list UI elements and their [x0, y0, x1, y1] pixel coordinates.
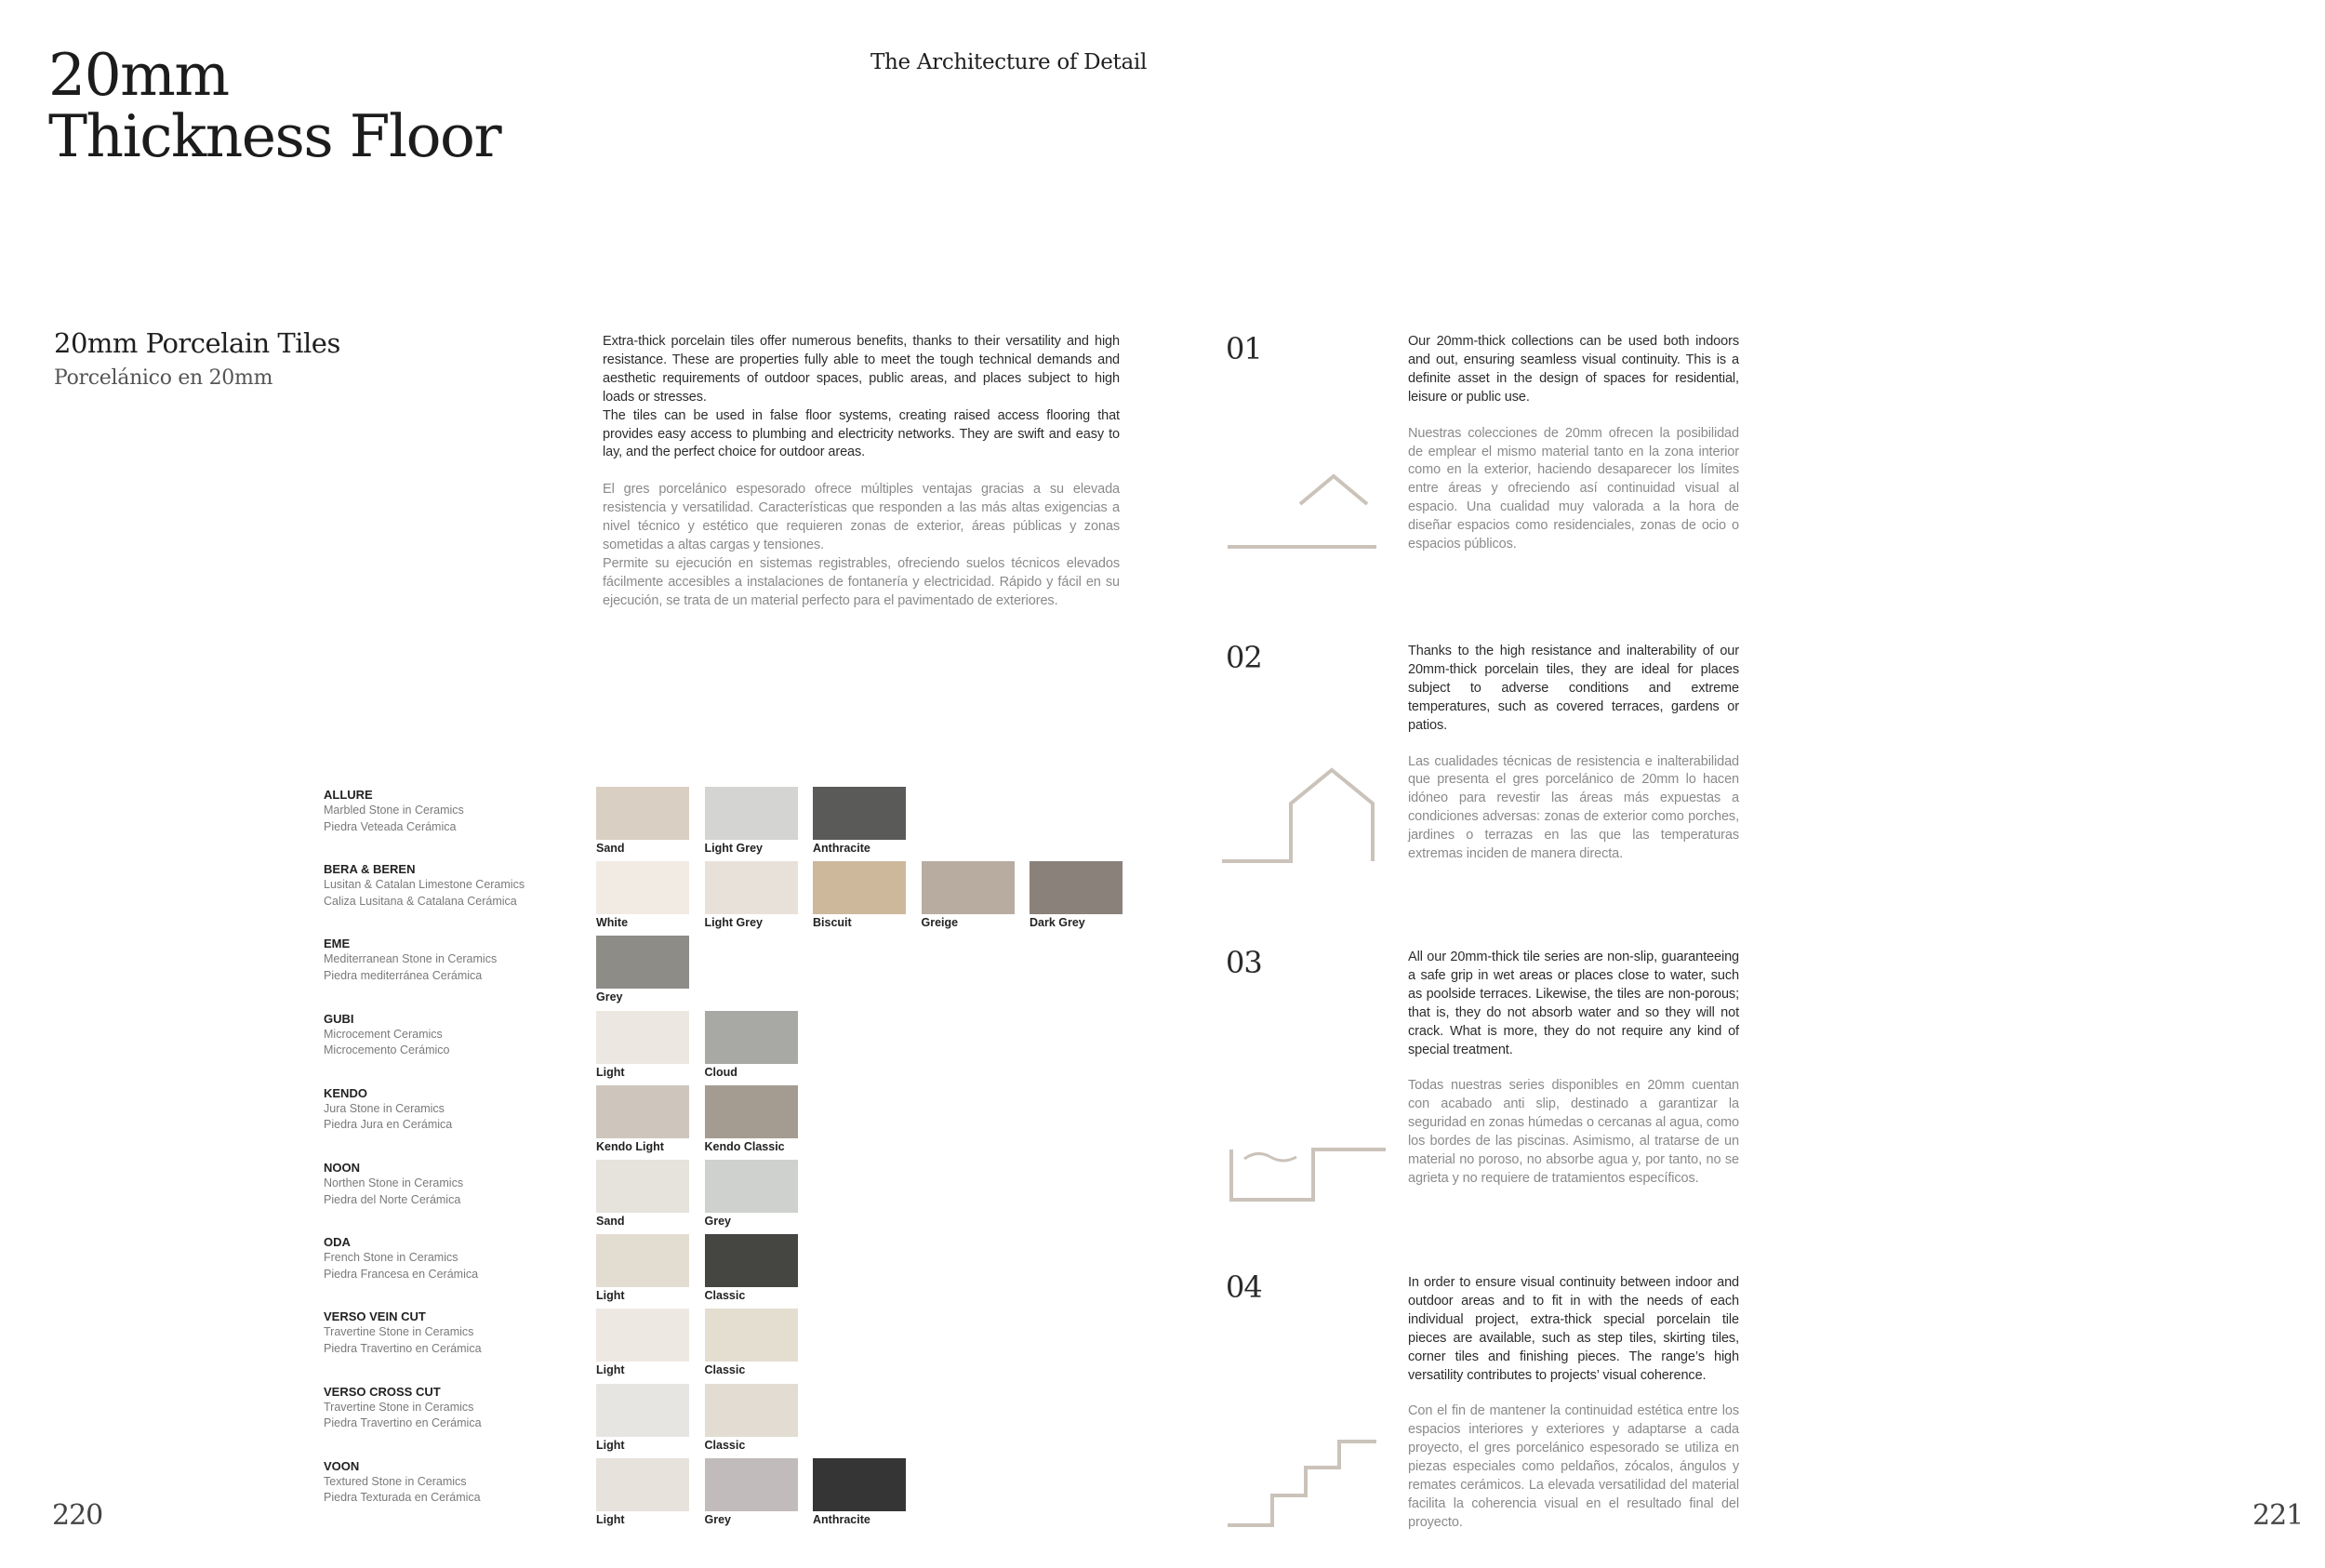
collection-desc-en: Microcement Ceramics	[324, 1027, 443, 1041]
tile-swatch	[705, 1085, 798, 1138]
collection-name: ALLURE	[324, 788, 373, 802]
swatch-label: Light Grey	[704, 842, 764, 855]
swatch-label: Sand	[596, 1215, 625, 1228]
main-title-line2: Thickness Floor	[48, 102, 501, 170]
tile-swatch	[705, 1011, 798, 1064]
swatch-label: Light	[596, 1363, 625, 1377]
tile-swatch	[596, 1085, 689, 1138]
swatch-label: Grey	[596, 990, 623, 1004]
swatch-label: Kendo Light	[596, 1139, 664, 1153]
tile-swatch	[705, 1458, 798, 1511]
intro-en-p2: The tiles can be used in false floor systems, creating raised access flooring that provides easy access to plumbing and electricity networks. They are swift and easy to lay, and the perfect choice for outdoor areas.	[603, 407, 1120, 460]
feature-text-es: Las cualidades técnicas de resistencia e inalterabilidad que presenta el gres porcelánico de 20mm lo hacen idóneo para revestir las áreas más expuestas a condiciones adversas: zonas de exterior como porches, jardines o terrazas en las que las temperaturas extremas inciden de manera directa.	[1408, 753, 1739, 862]
swatch-label: Biscuit	[813, 916, 852, 930]
collection-desc-en: Northen Stone in Ceramics	[324, 1176, 464, 1189]
feature-text-en: Thanks to the high resistance and inalterability of our 20mm-thick porcelain tiles, they are ideal for places subject to adverse conditions and extreme temperatures, such as covered terraces, gardens or patios.	[1408, 644, 1739, 733]
tile-swatch	[596, 1160, 689, 1213]
tile-swatch	[705, 1384, 798, 1437]
swatch-label: White	[596, 916, 629, 930]
feature-text	[1408, 333, 1739, 554]
tile-swatch	[922, 861, 1015, 914]
collection-desc-es: Caliza Lusitana & Catalana Cerámica	[324, 894, 517, 908]
swatch-label: Kendo Classic	[704, 1139, 785, 1153]
swatch-label: Light	[596, 1289, 625, 1303]
main-title-line1: 20mm	[48, 41, 229, 109]
feature-text-es: Todas nuestras series disponibles en 20mm cuentan con acabado anti slip, destinado a garantizar la seguridad en zonas húmedas o cercanas al agua, como los bordes de las piscinas. Asimismo, al tratarse de un material no poroso, no absorbe agua y, por tanto, no se agrieta y no requiere de tratamientos específicos.	[1408, 1078, 1739, 1186]
collection-desc-en: French Stone in Ceramics	[324, 1251, 458, 1265]
tile-swatch	[705, 1309, 798, 1362]
feature-text	[1408, 643, 1739, 864]
swatch-label: Cloud	[704, 1065, 737, 1079]
collection-desc-es: Piedra mediterránea Cerámica	[324, 968, 483, 982]
swatch-label: Grey	[704, 1512, 731, 1526]
running-title: The Architecture of Detail	[870, 50, 1148, 74]
swatch-label: Classic	[704, 1363, 746, 1377]
tile-swatch	[1030, 861, 1123, 914]
collection-desc-es: Piedra Travertino en Cerámica	[324, 1416, 482, 1430]
collection-name: VOON	[324, 1458, 360, 1473]
tile-swatch	[596, 861, 689, 914]
feature-text-en: All our 20mm-thick tile series are non-slip, guaranteeing a safe grip in wet areas or places close to water, such as poolside terraces. Likewise, the tiles are non-porous; that is, they do not absorb water and so they will not crack. What is more, they do not require any kind of special treatment.	[1408, 950, 1739, 1057]
collection-desc-en: Mediterranean Stone in Ceramics	[324, 952, 498, 966]
collection-info	[324, 1086, 452, 1134]
tile-swatch	[813, 1458, 906, 1511]
collection-name: KENDO	[324, 1085, 367, 1100]
collection-desc-en: Marbled Stone in Ceramics	[324, 804, 464, 817]
tile-swatch	[813, 787, 906, 840]
swatch-label: Greige	[921, 916, 959, 930]
swatch-label: Light Grey	[704, 916, 764, 930]
feature-number: 02	[1226, 640, 1262, 675]
feature-text-en: Our 20mm-thick collections can be used both indoors and out, ensuring seamless visual continuity. This is a definite asset in the design of spaces for residential, leisure or public use.	[1408, 334, 1739, 405]
collection-desc-en: Travertine Stone in Ceramics	[324, 1400, 474, 1414]
tile-swatch	[596, 1309, 689, 1362]
collection-name: VERSO VEIN CUT	[324, 1309, 426, 1324]
section-subtitle: Porcelánico en 20mm	[54, 366, 273, 390]
swatch-label: Light	[596, 1512, 625, 1526]
tile-swatch	[705, 1160, 798, 1213]
terrace-outline-icon	[1226, 461, 1384, 551]
page-number-right: 221	[2252, 1499, 2304, 1532]
collection-info	[324, 1235, 478, 1282]
main-title	[48, 41, 699, 170]
swatch-label: Light	[596, 1065, 625, 1079]
swatch-label: Classic	[704, 1289, 746, 1303]
collection-name: NOON	[324, 1161, 360, 1175]
tile-swatch	[596, 787, 689, 840]
collection-info	[324, 862, 525, 910]
collection-desc-es: Piedra Francesa en Cerámica	[324, 1267, 479, 1281]
collection-desc-es: Piedra Jura en Cerámica	[324, 1118, 453, 1132]
swatch-label: Grey	[704, 1215, 731, 1228]
collection-name: GUBI	[324, 1011, 354, 1026]
collection-name: BERA & BEREN	[324, 862, 416, 877]
house-outline-icon	[1218, 764, 1386, 869]
collection-info	[324, 1161, 463, 1208]
swatch-label: Light	[596, 1438, 625, 1452]
tile-swatch	[705, 1234, 798, 1287]
pool-outline-icon	[1226, 1140, 1393, 1205]
collection-desc-en: Jura Stone in Ceramics	[324, 1101, 445, 1115]
feature-text	[1408, 949, 1739, 1189]
swatch-label: Anthracite	[813, 1512, 870, 1526]
feature-number: 01	[1226, 331, 1262, 366]
feature-text-en: In order to ensure visual continuity between indoor and outdoor areas and to fit in with the needs of each individual project, extra-thick special porcelain tile pieces are available, such as step tiles, skirting tiles, corner tiles and finishing pieces. The range’s high versatility contributes to projects’ visual coherence.	[1408, 1275, 1739, 1383]
collection-desc-es: Piedra Texturada en Cerámica	[324, 1491, 481, 1505]
collection-desc-es: Microcemento Cerámico	[324, 1043, 450, 1057]
collection-info	[324, 1309, 482, 1357]
collection-info	[324, 937, 497, 984]
swatch-label: Sand	[596, 842, 625, 855]
tile-swatch	[596, 1384, 689, 1437]
collection-name: VERSO CROSS CUT	[324, 1384, 441, 1399]
collection-info	[324, 1459, 481, 1507]
collection-desc-en: Travertine Stone in Ceramics	[324, 1325, 474, 1339]
intro-es-p2: Permite su ejecución en sistemas registrables, ofreciendo suelos técnicos elevados fácilmente accesibles a instalaciones de fontanería y electricidad. Rápido y fácil en su ejecución, se trata de un material perfecto para el pavimentado de exteriores.	[603, 555, 1120, 608]
swatch-label: Classic	[704, 1438, 746, 1452]
tile-swatch	[596, 1458, 689, 1511]
collection-desc-es: Piedra Travertino en Cerámica	[324, 1341, 482, 1355]
section-title: 20mm Porcelain Tiles	[54, 327, 340, 359]
page-number-left: 220	[52, 1499, 103, 1532]
collection-name: ODA	[324, 1235, 351, 1250]
intro-es-p1: El gres porcelánico espesorado ofrece múltiples ventajas gracias a su elevada resistencia y versatilidad. Características que responden a las más altas exigencias a nivel técnico y estético que requieren zonas de exterior, áreas públicas y zonas sometidas a altas cargas y tensiones.	[603, 482, 1120, 553]
collection-info	[324, 1385, 482, 1432]
tile-swatch	[813, 861, 906, 914]
tile-swatch	[596, 1234, 689, 1287]
swatch-label: Anthracite	[813, 842, 870, 855]
feature-text-es: Con el fin de mantener la continuidad estética entre los espacios interiores y exteriores y adaptarse a cada proyecto, el gres porcelánico espesorado se utiliza en piezas especiales como peldaños, zócalos, ángulos y remates cerámicos. La elevada versatilidad del material facilita la coherencia visual en el resultado final del proyecto.	[1408, 1403, 1739, 1530]
stairs-outline-icon	[1226, 1425, 1384, 1529]
tile-swatch	[705, 787, 798, 840]
swatch-label: Dark Grey	[1030, 916, 1085, 930]
collection-info	[324, 788, 464, 835]
feature-number: 04	[1226, 1269, 1262, 1305]
tile-swatch	[705, 861, 798, 914]
collection-info	[324, 1012, 449, 1059]
collection-desc-es: Piedra del Norte Cerámica	[324, 1192, 461, 1206]
feature-text-es: Nuestras colecciones de 20mm ofrecen la posibilidad de emplear el mismo material tanto en la zona interior como en la exterior, haciendo desaparecer los límites entre áreas y ofreciendo así continuidad visual al espacio. Una cualidad muy valorada a la hora de diseñar espacios como residenciales, zonas de ocio o espacios públicos.	[1408, 425, 1739, 552]
intro-text	[603, 333, 1120, 611]
collection-desc-es: Piedra Veteada Cerámica	[324, 819, 457, 833]
feature-number: 03	[1226, 945, 1262, 980]
collection-desc-en: Lusitan & Catalan Limestone Ceramics	[324, 878, 525, 892]
collection-desc-en: Textured Stone in Ceramics	[324, 1474, 467, 1488]
tile-swatch	[596, 936, 689, 989]
intro-en-p1: Extra-thick porcelain tiles offer numerous benefits, thanks to their versatility and high resistance. These are properties fully able to meet the tough technical demands and aesthetic requirements of outdoor spaces, public areas, and places subject to high loads or stresses.	[603, 334, 1120, 405]
tile-swatch	[596, 1011, 689, 1064]
feature-text	[1408, 1274, 1739, 1533]
collection-name: EME	[324, 937, 351, 951]
